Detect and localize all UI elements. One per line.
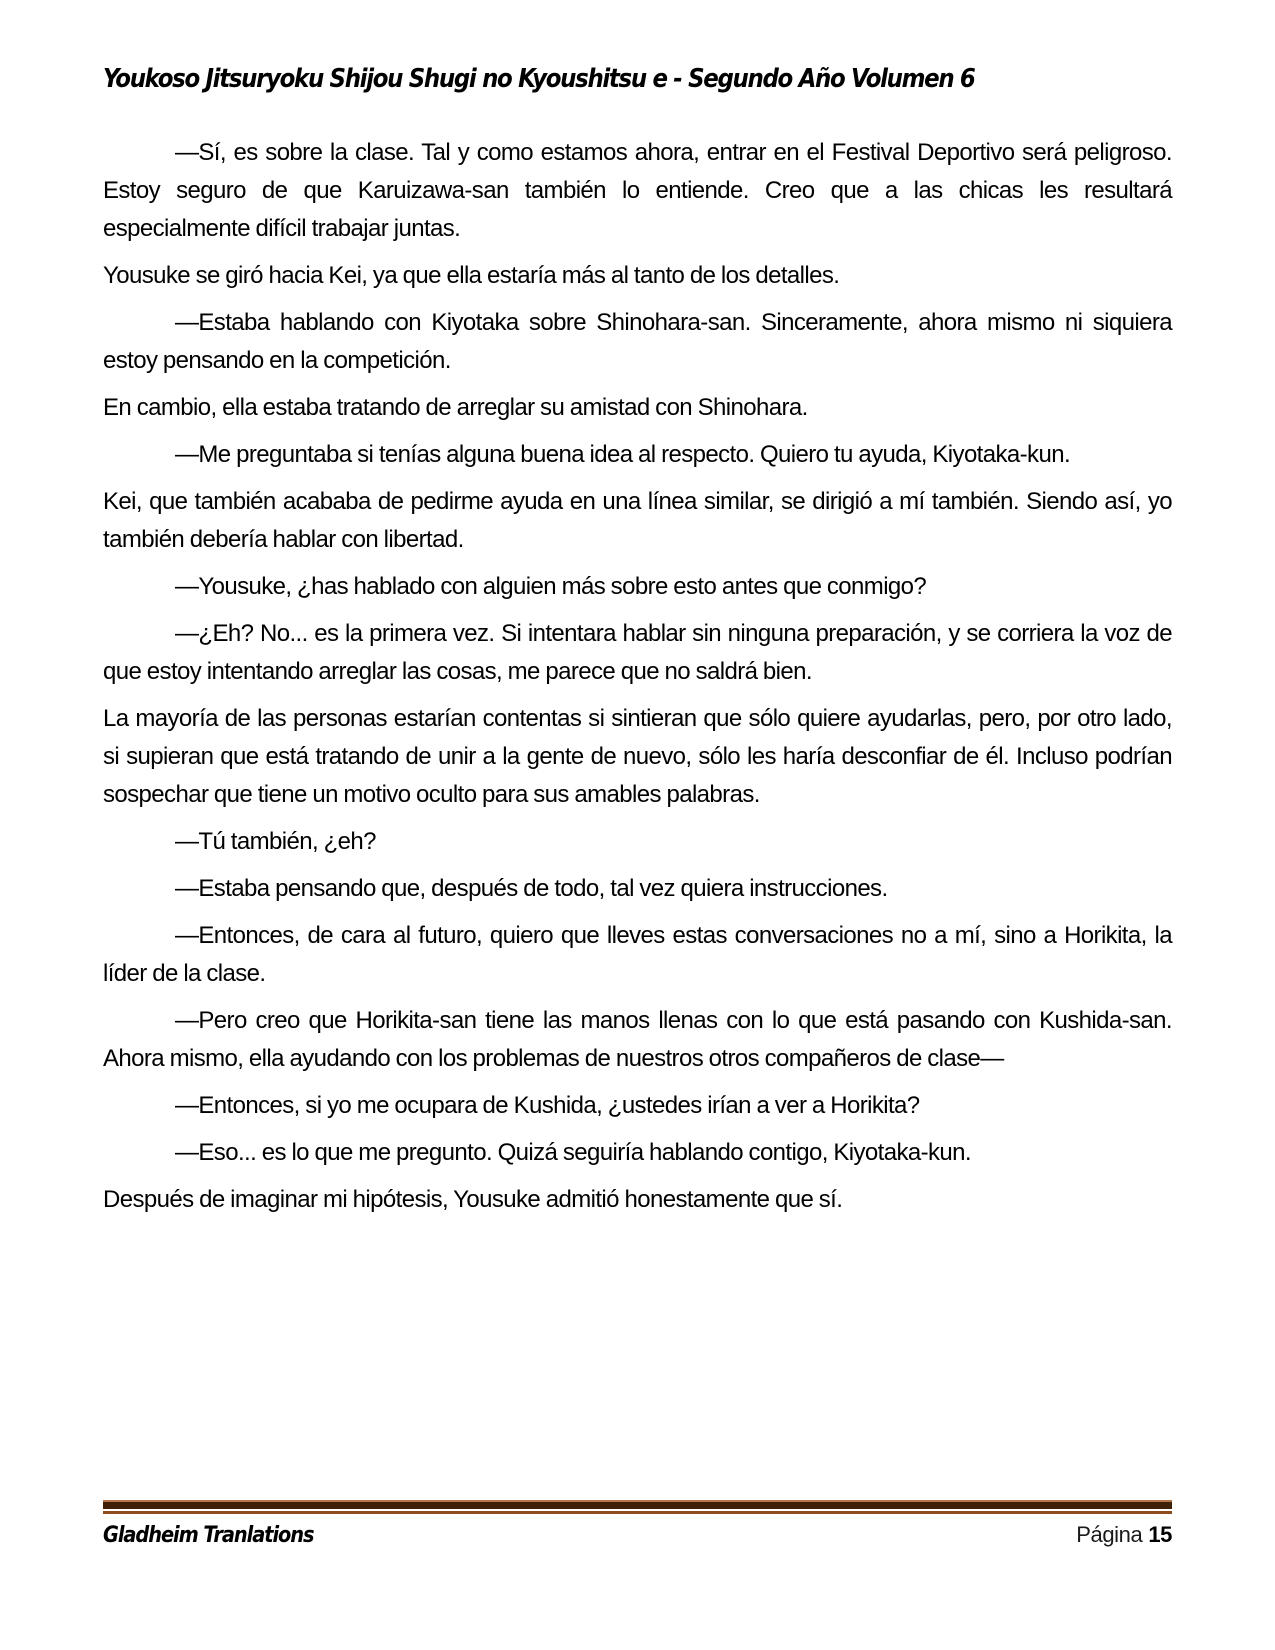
- paragraph: —Entonces, de cara al futuro, quiero que lleves estas conversaciones no a mí, sino a Horikita, la líder de la clase.: [103, 922, 1172, 987]
- paragraph: En cambio, ella estaba tratando de arreglar su amistad con Shinohara.: [103, 394, 808, 421]
- paragraph: Yousuke se giró hacia Kei, ya que ella estaría más al tanto de los detalles.: [103, 262, 840, 289]
- footer-translator-name: Gladheim Tranlations: [103, 1523, 314, 1548]
- footer-rule: [103, 1500, 1172, 1514]
- page-header-title: Youkoso Jitsuryoku Shijou Shugi no Kyoushitsu e - Segundo Año Volumen 6: [103, 64, 975, 94]
- footer-rule-thick: [103, 1502, 1172, 1509]
- page-header: [103, 64, 1172, 94]
- paragraph: —Yousuke, ¿has hablado con alguien más sobre esto antes que conmigo?: [175, 573, 927, 600]
- paragraph: —Estaba hablando con Kiyotaka sobre Shinohara-san. Sinceramente, ahora mismo ni siquiera estoy pensando en la competición.: [103, 309, 1172, 374]
- paragraph: Kei, que también acababa de pedirme ayuda en una línea similar, se dirigió a mí también. Siendo así, yo también debería hablar con libertad.: [103, 488, 1172, 553]
- body-text: [103, 134, 1172, 1228]
- footer-page-indicator: [1076, 1522, 1172, 1548]
- paragraph: —Pero creo que Horikita-san tiene las manos llenas con lo que está pasando con Kushida-san. Ahora mismo, ella ayudando con los problemas de nuestros otros compañeros de clase—: [103, 1007, 1172, 1072]
- paragraph: —Eso... es lo que me pregunto. Quizá seguiría hablando contigo, Kiyotaka-kun.: [175, 1139, 971, 1166]
- paragraph: Después de imaginar mi hipótesis, Yousuke admitió honestamente que sí.: [103, 1186, 843, 1213]
- paragraph: —Me preguntaba si tenías alguna buena idea al respecto. Quiero tu ayuda, Kiyotaka-kun.: [175, 441, 1071, 468]
- paragraph: —Entonces, si yo me ocupara de Kushida, ¿ustedes irían a ver a Horikita?: [175, 1092, 920, 1119]
- paragraph: —Sí, es sobre la clase. Tal y como estamos ahora, entrar en el Festival Deportivo será peligroso. Estoy seguro de que Karuizawa-san también lo entiende. Creo que a las chicas les resultará especialmente difícil trabajar juntas.: [103, 139, 1172, 242]
- paragraph: La mayoría de las personas estarían contentas si sintieran que sólo quiere ayudarlas, pero, por otro lado, si supieran que está tratando de unir a la gente de nuevo, sólo les haría desconfiar de él. Incluso podrían sospechar que tiene un motivo oculto para sus amables palabras.: [103, 705, 1172, 808]
- page-footer: [103, 1522, 1172, 1548]
- footer-rule-thin-bottom: [103, 1511, 1172, 1514]
- paragraph: —Tú también, ¿eh?: [175, 828, 376, 855]
- paragraph: —Estaba pensando que, después de todo, tal vez quiera instrucciones.: [175, 875, 888, 902]
- footer-page-label: Página: [1076, 1522, 1143, 1547]
- paragraph: —¿Eh? No... es la primera vez. Si intentara hablar sin ninguna preparación, y se corriera la voz de que estoy intentando arreglar las cosas, me parece que no saldrá bien.: [103, 620, 1172, 685]
- footer-page-number: 15: [1148, 1522, 1172, 1547]
